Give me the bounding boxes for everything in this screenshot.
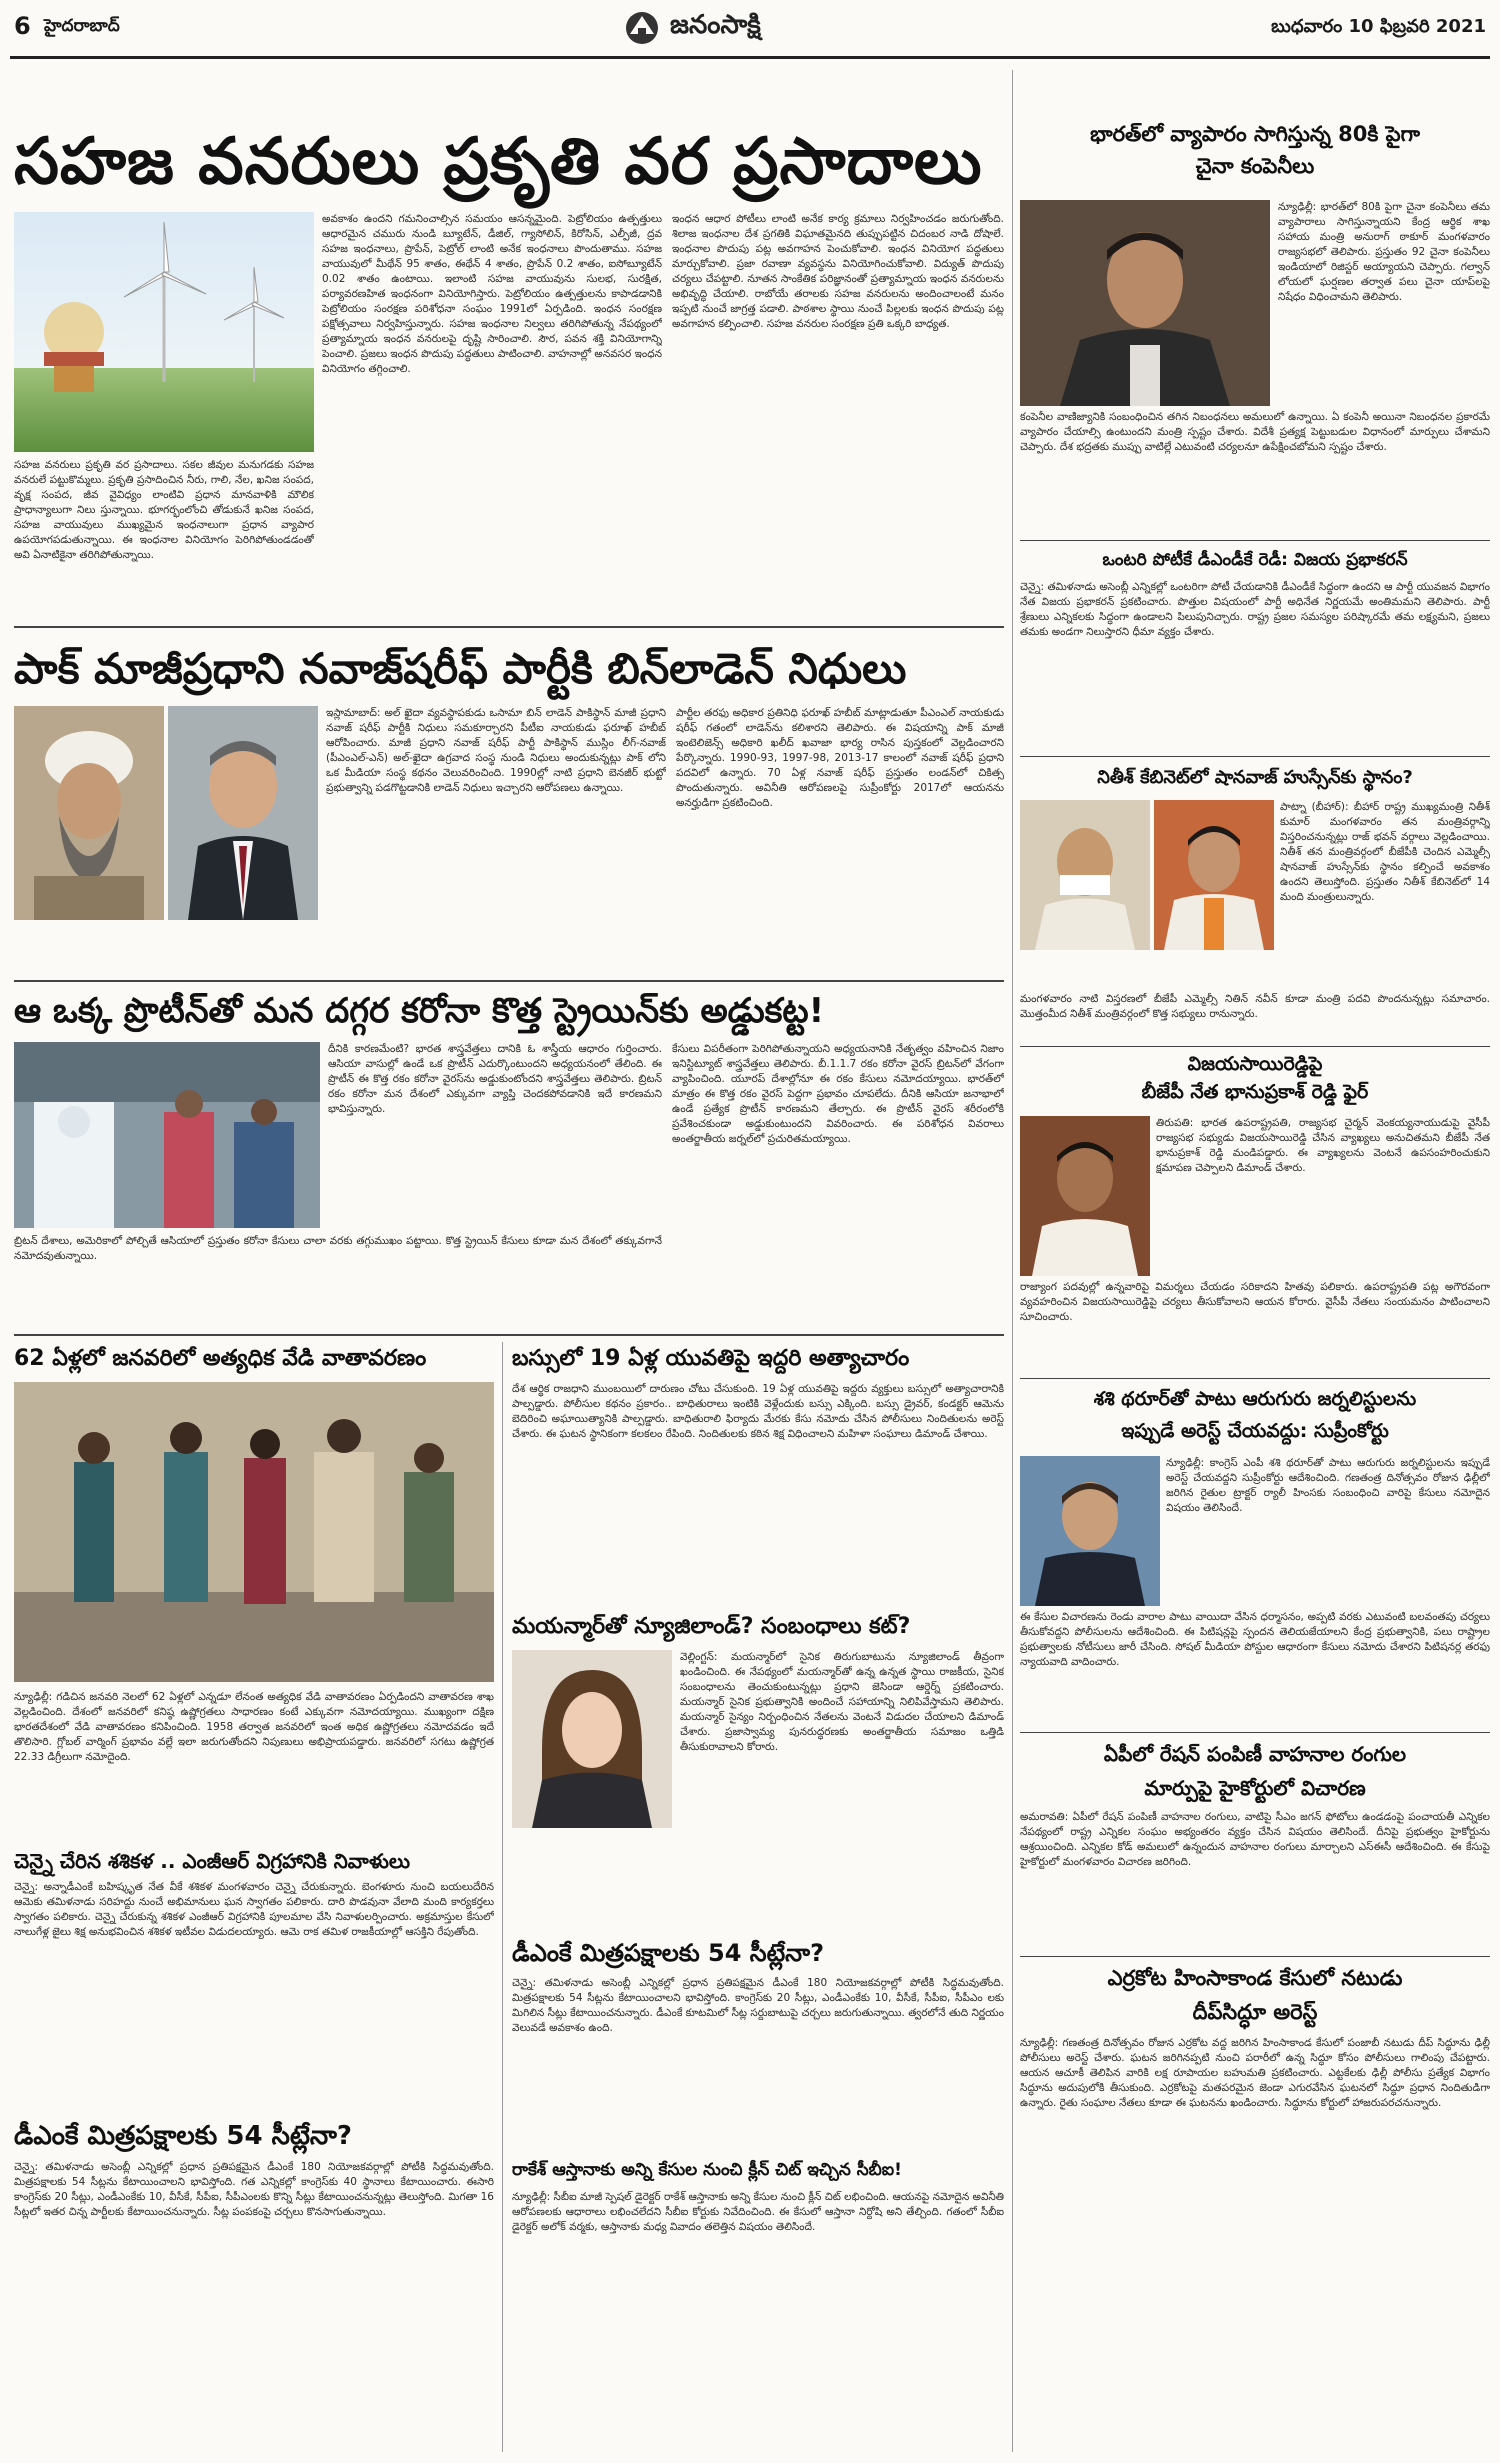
right-column-divider: [1012, 70, 1013, 2452]
issue-date: బుధవారం 10 ఫిబ్రవరి 2021: [1271, 16, 1486, 37]
right5-headline-line1: శశి థరూర్‌తో పాటు ఆరుగురు జర్నలిస్టులను: [1093, 1388, 1417, 1410]
divider: [1020, 1378, 1490, 1379]
right6-col: అమరావతి: ఏపీలో రేషన్ పంపిణీ వాహనాల రంగులు, వాటిపై సీఎం జగన్ ఫోటోలు ఉండడంపై పంచాయతీ ఎన్నికల నేపథ్యంలో రాష్ట్ర ఎన్నికల సంఘం అభ్యంతరం వ్యక్తం చేసిన విషయం తెలిసిందే. దీనిపై ప్రభుత్వం హైకోర్టును ఆశ్రయించింది. ఎన్నికల కోడ్ అమలులో ఉన్నందున వాహనాల రంగులు మార్చాలని ఎస్ఈసీ ఆదేశించింది. ఈ కేసుపై హైకోర్టులో మంగళవారం విచారణ జరిగింది.: [1020, 1811, 1490, 1868]
story4-headline: 62 ఏళ్లలో జనవరిలో అత్యధిక వేడి వాతావరణం: [14, 1346, 427, 1371]
right7-col: న్యూఢిల్లీ: గణతంత్ర దినోత్సవం రోజున ఎర్రకోట వద్ద జరిగిన హింసాకాండ కేసులో పంజాబీ నటుడు దీప్ సిద్ధూను ఢిల్లీ పోలీసులు అరెస్ట్ చేశారు. ఘటన జరిగినప్పటి నుంచి పరారీలో ఉన్న సిద్ధూ కోసం పోలీసులు గాలింపు చేపట్టారు. ఆయన ఆచూకీ తెలిపిన వారికి లక్ష రూపాయల బహుమతి ప్రకటించారు. ఎట్టకేలకు ఢిల్లీ పోలీసు ప్రత్యేక విభాగం సిద్ధూను అదుపులోకి తీసుకుంది. ఎర్రకోటపై మతపరమైన జెండా ఎగురవేసిన ఘటనలో సిద్ధూ ప్రధాన నిందితుడిగా ఉన్నారు. రైతు సంఘాల నేతలు కూడా ఈ ఘటనను ఖండించారు. సిద్ధూను కోర్టులో హాజరుపరచనున్నారు.: [1020, 2037, 1490, 2109]
right2-headline: ఒంటరి పోటీకే డీఎండీకే రెడీ: విజయ ప్రభాకరన్: [1102, 550, 1408, 570]
story4-col: న్యూఢిల్లీ: గడిచిన జనవరి నెలలో 62 ఏళ్లలో ఎన్నడూ లేనంత అత్యధిక వేడి వాతావరణం ఏర్పడిందని వాతావరణ శాఖ వెల్లడించింది. దేశంలో జనవరిలో కనిష్ఠ ఉష్ణోగ్రతలు సాధారణం కంటే ఎక్కువగా నమోదయ్యాయి. ముఖ్యంగా దక్షిణ భారతదేశంలో వేడి వాతావరణం కనిపించింది. 1958 తర్వాత జనవరిలో ఇంత అధిక ఉష్ణోగ్రతలు నమోదవడం ఇదే తొలిసారి. గ్లోబల్ వార్మింగ్ ప్రభావం వల్లే ఇలా జరుగుతోందని నిపుణులు అభిప్రాయపడ్డారు. జనవరిలో సగటు ఉష్ణోగ్రత 22.33 డిగ్రీలుగా నమోదైంది.: [14, 1691, 494, 1763]
logo-emblem-icon: [620, 8, 664, 48]
right1-headline-line1: భారత్‌లో వ్యాపారం సాగిస్తున్న 80కి పైగా: [1090, 122, 1420, 146]
divider: [14, 1334, 1004, 1336]
story7-col: దేశ ఆర్థిక రాజధాని ముంబయిలో దారుణం చోటు చేసుకుంది. 19 ఏళ్ల యువతిపై ఇద్దరు వ్యక్తులు బస్సులో అత్యాచారానికి పాల్పడ్డారు. పోలీసుల కథనం ప్రకారం.. బాధితురాలు ఇంటికి వెళ్లేందుకు బస్సు ఎక్కింది. బస్సు డ్రైవర్, కండక్టర్ ఆమెను బెదిరించి అఘాయిత్యానికి పాల్పడ్డారు. బాధితురాలి ఫిర్యాదు మేరకు కేసు నమోదు చేసిన పోలీసులు నిందితులను అరెస్ట్ చేశారు. ఈ ఘటన స్థానికంగా కలకలం రేపింది. నిందితులకు కఠిన శిక్ష విధించాలని మహిళా సంఘాలు డిమాండ్ చేశాయి.: [512, 1383, 1004, 1440]
jacinda-ardern-photo: [512, 1650, 672, 1828]
story1-col2: అవకాశం ఉందని గమనించాల్సిన సమయం ఆసన్నమైంది. పెట్రోలియం ఉత్పత్తులు ఆధారమైన చమురు నుండి బ్యూటేన్, డీజిల్, గ్యాసోలిన్, కిరోసిన్, ఎల్పీజీ, ద్రవ సహజ ఇంధనాలు, ప్రొపేన్, పెట్రోల్ లాంటి అనేక ఇంధనాలు పొందుతాము. సహజ వాయువులో మీథేన్ 95 శాతం, ఈథేన్ 4 శాతం, ప్రొపేన్ 0.2 శాతం, ఐసోబ్యూటేన్ 0.02 శాతం ఉంటాయి. ఇలాంటి సహజ వాయువును సులభ, సురక్షిత, పర్యావరణహిత ఇంధనంగా వినియోగిస్తారు. పెట్రోలియం ఉత్పత్తులను కాపాడడానికి పెట్రోలియం సంరక్షణ పరిశోధనా సంఘం 1991లో ఏర్పడింది. ఇంధన సంరక్షణ పక్షోత్సవాలు నిర్వహిస్తున్నారు. సహజ ఇంధనాల నిల్వలు తరిగిపోతున్న నేపథ్యంలో ప్రత్యామ్నాయ ఇంధన వనరులపై దృష్టి సారించాలి. సౌర, పవన శక్తి వినియోగాన్ని పెంచాలి. ప్రజలు ఇంధన పొదుపు పద్ధతులు పాటించాలి. వాహనాల్లో అనవసర ఇంధన వినియోగం తగ్గించాలి.: [322, 213, 662, 375]
story6-col: చెన్నై: తమిళనాడు అసెంబ్లీ ఎన్నికల్లో ప్రధాన ప్రతిపక్షమైన డీఎంకే 180 నియోజకవర్గాల్లో పోటీకి సిద్ధమవుతోంది. మిత్రపక్షాలకు 54 సీట్లను కేటాయించాలని భావిస్తోంది. గత ఎన్నికల్లో కాంగ్రెస్‌కు 40 స్థానాలు కేటాయించారు. ఈసారి కాంగ్రెస్‌కు 20 సీట్లు, ఎండీఎంకేకు 10, వీసీకే, సీపీఐ, సీపీఎంలకు కొన్ని సీట్లు కేటాయించనున్నట్లు తెలుస్తోంది. మిగతా 16 సీట్లలో ఇతర చిన్న పార్టీలకు కేటాయించనున్నారు. సీట్ల పంపకంపై చర్చలు కొనసాగుతున్నాయి.: [14, 2161, 494, 2218]
story3-col2: కేసులు విపరీతంగా పెరిగిపోతున్నాయని అధ్యయనానికి నేతృత్వం వహించిన నిజాం ఇనిస్టిట్యూట్ శాస్త్రవేత్తలు తెలిపారు. బీ.1.1.7 రకం కరోనా వైరస్ బ్రిటన్‌లో వేగంగా వ్యాపించింది. యూరప్ దేశాల్లోనూ ఈ రకం కేసులు నమోదయ్యాయి. భారత్‌లో మాత్రం ఈ కొత్త రకం వైరస్ పెద్దగా ప్రభావం చూపలేదు. దీనికి ఆసియా జనాభాలో ఉండే ప్రత్యేక ప్రొటీన్ కారణమని తేల్చారు. ఈ ప్రొటీన్ వైరస్ శరీరంలోకి ప్రవేశించకుండా అడ్డుకుంటుందని వివరించారు. ఈ పరిశోధన వివరాలు అంతర్జాతీయ జర్నల్‌లో ప్రచురితమయ్యాయి.: [672, 1043, 1004, 1145]
page-number: 6: [14, 12, 31, 40]
story3-caption: బ్రిటన్ దేశాలు, అమెరికాలో పోల్చితే ఆసియాలో ప్రస్తుతం కరోనా కేసులు చాలా వరకు తగ్గుముఖం పట్టాయి. కొత్త స్ట్రెయిన్ కేసులు కూడా మన దేశంలో తక్కువగానే నమోదవుతున్నాయి.: [14, 1235, 662, 1262]
masthead-rule: [10, 56, 1490, 59]
right1-col: న్యూఢిల్లీ: భారత్‌లో 80కి పైగా చైనా కంపెనీలు తమ వ్యాపారాలు సాగిస్తున్నాయని కేంద్ర ఆర్థిక శాఖ సహాయ మంత్రి అనురాగ్ ఠాకూర్ మంగళవారం రాజ్యసభలో తెలిపారు. ప్రస్తుతం 92 చైనా కంపెనీలు ఇండియాలో రిజిస్టర్ అయ్యాయని చెప్పారు. గల్వాన్ లోయలో ఘర్షణల తర్వాత పలు చైనా యాప్‌లపై నిషేధం విధించామని తెలిపారు.: [1278, 201, 1490, 303]
story6-headline: డీఎంకే మిత్రపక్షాలకు 54 సీట్లేనా?: [14, 2121, 353, 2151]
shahnawaz-hussain-photo: [1154, 800, 1274, 950]
right4-headline-line1: విజయసాయిరెడ్డిపై: [1187, 1053, 1323, 1075]
heatwave-street-photo: [14, 1382, 494, 1682]
right2-col: చెన్నై: తమిళనాడు అసెంబ్లీ ఎన్నికల్లో ఒంటరిగా పోటీ చేయడానికి డీఎండీకే సిద్ధంగా ఉందని ఆ పార్టీ యువజన విభాగం నేత విజయ ప్రభాకరన్ ప్రకటించారు. పొత్తుల విషయంలో పార్టీ అధినేత నిర్ణయమే అంతిమమని తెలిపారు. పార్టీ శ్రేణులు ఎన్నికలకు సిద్ధంగా ఉండాలని పిలుపునిచ్చారు. రాష్ట్ర ప్రజల సమస్యల పరిష్కారమే తమ లక్ష్యమని, ప్రజలు తమకు అండగా నిలుస్తారని ధీమా వ్యక్తం చేశారు.: [1020, 581, 1490, 638]
divider: [1020, 540, 1490, 541]
story1-col3: ఇంధన ఆధార పోటీలు లాంటి అనేక కార్య క్రమాలు నిర్వహించడం జరుగుతోంది. శిలాజ ఇంధనాల దేశ ప్రగతికి విఘాతమైనది తుప్పుపట్టిన చిదంబర నాడి దోషాలే. ఇంధనాల పొదుపు పట్ల అవగాహన పెంచుకోవాలి. ఇంధన వినియోగ పద్ధతులు మార్చుకోవాలి. ప్రజా రవాణా వ్యవస్థను వినియోగించుకోవాలి. విద్యుత్ పొదుపు చర్యలు చేపట్టాలి. నూతన సాంకేతిక పరిజ్ఞానంతో ప్రత్యామ్నాయ ఇంధన వనరులను అభివృద్ధి చేయాలి. రాబోయే తరాలకు సహజ వనరులను అందించాలంటే మనం ఇప్పటి నుంచే జాగ్రత్త పడాలి. పాఠశాల స్థాయి నుంచే పిల్లలకు ఇంధన పొదుపు పట్ల అవగాహన కల్పించాలి. సహజ వనరుల సంరక్షణ ప్రతి ఒక్కరి బాధ్యత.: [672, 213, 1004, 330]
right4-headline-line2: బీజేపీ నేత భానుప్రకాశ్ రెడ్డి ఫైర్: [1141, 1081, 1369, 1103]
divider: [1020, 1956, 1490, 1957]
story9-col: చెన్నై: తమిళనాడు అసెంబ్లీ ఎన్నికల్లో ప్రధాన ప్రతిపక్షమైన డీఎంకే 180 నియోజకవర్గాల్లో పోటీకి సిద్ధమవుతోంది. మిత్రపక్షాలకు 54 సీట్లను కేటాయించాలని భావిస్తోంది. కాంగ్రెస్‌కు 20 సీట్లు, ఎండీఎంకేకు 10, వీసీకే, సీపీఐ, సీపీఎం లకు మిగిలిన సీట్లు కేటాయించనున్నారు. డీఎంకే కూటమిలో సీట్ల సర్దుబాటుపై చర్చలు జరుగుతున్నాయి. త్వరలోనే తుది నిర్ణయం వెలువడే అవకాశం ఉంది.: [512, 1977, 1004, 2034]
bin-laden-photo: [14, 706, 164, 920]
story1-caption: సహజ వనరులు ప్రకృతి వర ప్రసాదాలు. సకల జీవుల మనుగడకు సహజ వనరులే పట్టుకొమ్మలు. ప్రకృతి ప్రసాదించిన నీరు, గాలి, నేల, ఖనిజ సంపద, వృక్ష సంపద, జీవ వైవిధ్యం లాంటివి ప్రధాన మానవాళికి మౌలిక ప్రాధాన్యాలుగా నిలు స్తున్నాయి. భూగర్భంలోంచి తోడుకునే ఖనిజ సంపద, సహజ వాయువులు ముఖ్యమైన ఇంధనాలుగా ప్రధాన వ్యాపార ఉపయోగపడుతున్నాయి. ఈ ఇంధనాల వినియోగం పెరిగిపోతుండడంతో అవి ఏనాటికైనా తరిగిపోతున్నాయి.: [14, 459, 314, 561]
right4-col: తిరుపతి: భారత ఉపరాష్ట్రపతి, రాజ్యసభ చైర్మన్ వెంకయ్యనాయుడుపై వైసీపీ రాజ్యసభ సభ్యుడు విజయసాయిరెడ్డి చేసిన వ్యాఖ్యలు అనుచితమని బీజేపీ నేత భానుప్రకాశ్ రెడ్డి మండిపడ్డారు. ఈ వ్యాఖ్యలను వెంటనే ఉపసంహరించుకుని క్షమాపణ చెప్పాలని డిమాండ్ చేశారు.: [1156, 1117, 1490, 1174]
right7-headline-line2: దీప్‌సిద్ధూ అరెస్ట్: [1192, 2000, 1318, 2024]
nitish-kumar-photo: [1020, 800, 1150, 950]
story8-col: వెల్లింగ్టన్: మయన్మార్‌లో సైనిక తిరుగుబాటును న్యూజిలాండ్ తీవ్రంగా ఖండించింది. ఈ నేపథ్యంలో మయన్మార్‌తో ఉన్న ఉన్నత స్థాయి రాజకీయ, సైనిక సంబంధాలను తెంచుకుంటున్నట్లు ప్రధాని జెసిండా ఆర్డెర్న్ ప్రకటించారు. మయన్మార్ సైనిక ప్రభుత్వానికి అందించే సహాయాన్ని నిలిపివేస్తామని తెలిపారు. మయన్మార్ సైన్యం నిర్బంధించిన నేతలను వెంటనే విడుదల చేయాలని డిమాండ్ చేశారు. ప్రజాస్వామ్య పునరుద్ధరణకు అంతర్జాతీయ సమాజం ఒత్తిడి తీసుకురావాలని కోరారు.: [680, 1651, 1004, 1753]
right5-col: న్యూఢిల్లీ: కాంగ్రెస్ ఎంపీ శశి థరూర్‌తో పాటు ఆరుగురు జర్నలిస్టులను ఇప్పుడే అరెస్ట్ చేయవద్దని సుప్రీంకోర్టు ఆదేశించింది. గణతంత్ర దినోత్సవం రోజున ఢిల్లీలో జరిగిన రైతుల ట్రాక్టర్ ర్యాలీ హింసకు సంబంధించి వారిపై కేసులు నమోదైన విషయం తెలిసిందే.: [1166, 1457, 1490, 1514]
paper-logo: [620, 6, 880, 50]
divider: [1020, 1046, 1490, 1047]
divider: [1020, 1732, 1490, 1733]
right4-full: రాజ్యాంగ పదవుల్లో ఉన్నవారిపై విమర్శలు చేయడం సరికాదని హితవు పలికారు. ఉపరాష్ట్రపతి పట్ల అగౌరవంగా వ్యవహరించిన విజయసాయిరెడ్డిపై చర్యలు తీసుకోవాలని ఆయన కోరారు. వైసీపీ నేతలు సంయమనం పాటించాలని సూచించారు.: [1020, 1281, 1490, 1323]
story5-col: చెన్నై: అన్నాడీఎంకే బహిష్కృత నేత వీకే శశికళ మంగళవారం చెన్నై చేరుకున్నారు. బెంగళూరు నుంచి బయలుదేరిన ఆమెకు తమిళనాడు సరిహద్దు నుంచే అభిమానులు ఘన స్వాగతం పలికారు. దారి పొడవునా వేలాది మంది కార్యకర్తలు స్వాగతం పలికారు. చెన్నై చేరుకున్న శశికళ ఎంజీఆర్ విగ్రహానికి పూలమాల వేసి నివాళులర్పించారు. అక్రమాస్తుల కేసులో నాలుగేళ్ల జైలు శిక్ష అనుభవించిన శశికళ ఇటీవల విడుదలయ్యారు. ఆమె రాక తమిళ రాజకీయాల్లో ఆసక్తిని రేపుతోంది.: [14, 1881, 494, 1938]
story9-headline: డీఎంకే మిత్రపక్షాలకు 54 సీట్లేనా?: [512, 1939, 825, 1967]
headline-corona-protein: ఆ ఒక్క ప్రొటీన్‌తో మన దగ్గర కరోనా కొత్త స్ట్రెయిన్‌కు అడ్డుకట్ట!: [14, 991, 825, 1031]
main-headline: సహజ వనరులు ప్రకృతి వర ప్రసాదాలు: [14, 125, 983, 199]
right6-headline-line2: మార్పుపై హైకోర్టులో విచారణ: [1144, 1776, 1366, 1800]
right1-full: కంపెనీల వాణిజ్యానికి సంబంధించిన తగిన నిబంధనలు అమలులో ఉన్నాయి. ఏ కంపెనీ అయినా నిబంధనల ప్రకారమే వ్యాపారం చేయాల్సి ఉంటుందని మంత్రి స్పష్టం చేశారు. విదేశీ ప్రత్యక్ష పెట్టుబడుల విధానంలో మార్పులు చేశామని చెప్పారు. దేశ భద్రతకు ముప్పు వాటిల్లే ఎటువంటి చర్యలనూ ఉపేక్షించబోమని స్పష్టం చేశారు.: [1020, 411, 1490, 453]
bhanuprakash-reddy-photo: [1020, 1116, 1150, 1276]
right3-headline: నితీశ్ కేబినెట్‌లో షానవాజ్ హుస్సేన్‌కు స్థానం?: [1097, 767, 1413, 788]
column-divider: [502, 1342, 503, 2452]
covid-testing-photo: [14, 1042, 320, 1228]
headline-sharif: పాక్ మాజీప్రధాని నవాజ్‌షరీఫ్ పార్టీకి బిన్‌లాడెన్ నిధులు: [14, 644, 907, 693]
story7-headline: బస్సులో 19 ఏళ్ల యువతిపై ఇద్దరి అత్యాచారం: [512, 1346, 910, 1371]
right3-full: మంగళవారం నాటి విస్తరణలో బీజేపీ ఎమ్మెల్సీ నితిన్ నవీన్ కూడా మంత్రి పదవి పొందనున్నట్లు సమాచారం. మొత్తంమీద నితీశ్ మంత్రివర్గంలో కొత్త సభ్యులు రానున్నారు.: [1020, 993, 1490, 1020]
windmill-landscape-image: [14, 212, 314, 452]
anurag-thakur-photo: [1020, 200, 1270, 406]
story10-col: న్యూఢిల్లీ: సీబీఐ మాజీ స్పెషల్ డైరెక్టర్ రాకేశ్ ఆస్తానాకు అన్ని కేసుల నుంచి క్లీన్ చిట్ లభించింది. ఆయనపై నమోదైన అవినీతి ఆరోపణలకు ఆధారాలు లభించలేదని సీబీఐ కోర్టుకు నివేదించింది. ఈ కేసులో ఆస్తానా నిర్దోషి అని తేల్చింది. గతంలో సీబీఐ డైరెక్టర్ అలోక్ వర్మకు, ఆస్తానాకు మధ్య వివాదం తలెత్తిన విషయం తెలిసిందే.: [512, 2191, 1004, 2233]
story5-headline: చెన్నై చేరిన శశికళ .. ఎంజీఆర్ విగ్రహానికి నివాళులు: [14, 1849, 411, 1873]
story2-col2: పార్టీల తరఫు అధికార ప్రతినిధి ఫరూఖ్ హబీబ్ మాట్లాడుతూ పీఎంఎల్ నాయకుడు షరీఫ్ గతంలో లాడెన్‌ను కలిశారని తెలిపారు. ఈ విషయాన్ని పాక్ మాజీ ఇంటెలిజెన్స్ అధికారి ఖలీద్ ఖవాజా భార్య రాసిన పుస్తకంలో వెల్లడించారని పేర్కొన్నారు. 1990-93, 1997-98, 2013-17 కాలంలో నవాజ్ షరీఫ్ ప్రధాని పదవిలో ఉన్నారు. 70 ఏళ్ల నవాజ్ షరీఫ్ ప్రస్తుతం లండన్‌లో చికిత్స పొందుతున్నారు. అవినీతి ఆరోపణలపై సుప్రీంకోర్టు 2017లో ఆయనను అనర్హుడిగా ప్రకటించింది.: [676, 707, 1004, 809]
nawaz-sharif-photo: [168, 706, 318, 920]
right5-full: ఈ కేసుల విచారణను రెండు వారాల పాటు వాయిదా వేసిన ధర్మాసనం, అప్పటి వరకు ఎటువంటి బలవంతపు చర్యలు తీసుకోవద్దని పోలీసులను ఆదేశించింది. ఈ పిటిషన్లపై స్పందన తెలియజేయాలని కేంద్ర ప్రభుత్వానికి, పలు రాష్ట్రాల ప్రభుత్వాలకు నోటీసులు జారీ చేసింది. సోషల్ మీడియా పోస్టుల ఆధారంగా కేసులు నమోదు చేశారని పిటిషనర్ల తరఫు న్యాయవాది వాదించారు.: [1020, 1611, 1490, 1668]
story8-headline: మయన్మార్‌తో న్యూజిలాండ్? సంబంధాలు కట్?: [512, 1614, 911, 1639]
divider: [1020, 756, 1490, 757]
divider: [14, 626, 1004, 628]
right7-headline-line1: ఎర్రకోట హింసాకాండ కేసులో నటుడు: [1107, 1966, 1403, 1990]
story3-col1: దీనికి కారణమేంటి? భారత శాస్త్రవేత్తలు దానికి ఓ శాస్త్రీయ ఆధారం గుర్తించారు. ఆసియా వాసుల్లో ఉండే ఒక ప్రొటీన్ ఎదుర్కొంటుందని అధ్యయనంలో తేలింది. ఈ ప్రొటీన్ ఈ కొత్త రకం కరోనా వైరస్‌ను అడ్డుకుంటోందని శాస్త్రవేత్తలు తెలిపారు. బ్రిటన్ రకం కరోనా మన దేశంలో ఎక్కువగా వ్యాప్తి చెందకపోవడానికి ఇదే కారణమని భావిస్తున్నారు.: [328, 1043, 662, 1115]
paper-name: జనంసాక్షి: [670, 10, 761, 40]
story10-headline: రాకేశ్ ఆస్తానాకు అన్ని కేసుల నుంచి క్లీన్ చిట్ ఇచ్చిన సీబీఐ!: [512, 2160, 902, 2180]
city-label: హైదరాబాద్: [44, 16, 120, 36]
right1-headline-line2: చైనా కంపెనీలు: [1195, 154, 1315, 178]
divider: [14, 980, 1004, 982]
story2-col1: ఇస్లామాబాద్: అల్ ఖైదా వ్యవస్థాపకుడు ఒసామా బిన్ లాడెన్ పాకిస్థాన్ మాజీ ప్రధాని నవాజ్ షరీఫ్ పార్టీకి నిధులు సమకూర్చారని పీటీఐ నాయకుడు ఫరూఖ్ హబీబ్ ఆరోపించారు. మాజీ ప్రధాని నవాజ్ షరీఫ్ పార్టీ పాకిస్థాన్ ముస్లిం లీగ్-నవాజ్ (పీఎంఎల్-ఎన్) అల్-ఖైదా ఉగ్రవాద సంస్థ నుండి నిధులు అందుకున్నట్లు పాక్ లోని ఒక మీడియా సంస్థ కథనం వెలువరించింది. 1990ల్లో నాటి ప్రధాని బెనజీర్ భుట్టో ప్రభుత్వాన్ని పడగొట్టడానికి లాడెన్ నిధులు ఇచ్చారని ఆరోపణలు ఉన్నాయి.: [326, 707, 666, 794]
masthead: [0, 0, 1500, 60]
right3-col: పాట్నా (బీహార్): బీహార్ రాష్ట్ర ముఖ్యమంత్రి నితీశ్ కుమార్ మంగళవారం తన మంత్రివర్గాన్ని విస్తరించనున్నట్లు రాజ్ భవన్ వర్గాలు వెల్లడించాయి. నితీశ్ తన మంత్రివర్గంలో బీజేపీకి చెందిన ఎమ్మెల్సీ షానవాజ్ హుస్సేన్‌కు స్థానం కల్పించే అవకాశం ఉందని తెలుస్తోంది. ప్రస్తుతం నితీశ్ కేబినెట్‌లో 14 మంది మంత్రులున్నారు.: [1280, 801, 1490, 903]
shashi-tharoor-photo: [1020, 1456, 1160, 1606]
right5-headline-line2: ఇప్పుడే అరెస్ట్ చేయవద్దు: సుప్రీంకోర్టు: [1121, 1420, 1389, 1442]
right6-headline-line1: ఏపీలో రేషన్ పంపిణీ వాహనాల రంగుల: [1103, 1742, 1407, 1766]
